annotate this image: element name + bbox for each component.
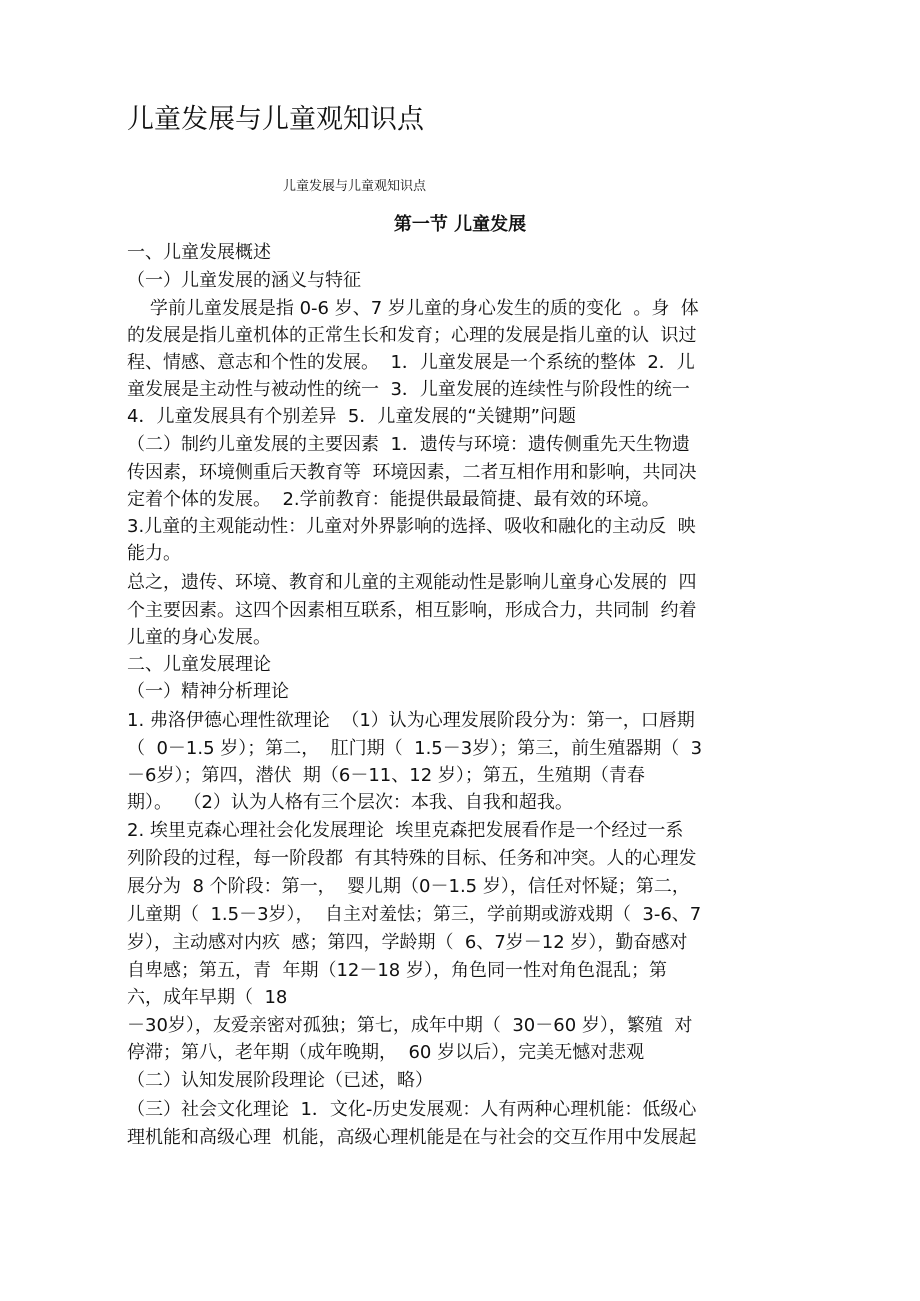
body-line: －6岁）；第四，潜伏 期（6－11、12 岁）；第五，生殖期（青春 <box>127 765 645 786</box>
document-subtitle: 儿童发展与儿童观知识点 <box>283 179 427 194</box>
body-line: （二）认知发展阶段理论（已述，略） <box>127 1070 433 1091</box>
body-line: 4．儿童发展具有个别差异 5．儿童发展的“关键期”问题 <box>127 406 576 427</box>
body-line: 二、儿童发展理论 <box>127 654 271 675</box>
body-line: 能力。 <box>127 543 181 564</box>
body-line: 自卑感；第五，青 年期（12－18 岁），角色同一性对角色混乱；第 <box>127 960 667 981</box>
body-line: 期）。 （2）认为人格有三个层次：本我、自我和超我。 <box>127 792 573 813</box>
body-line: 列阶段的过程，每一阶段都 有其特殊的目标、任务和冲突。人的心理发 <box>127 848 697 869</box>
body-line: 的发展是指儿童机体的正常生长和发育；心理的发展是指儿童的认 识过 <box>127 325 697 346</box>
body-line: 一、儿童发展概述 <box>127 242 271 263</box>
body-line: 展分为 8 个阶段：第一， 婴儿期（0－1.5 岁），信任对怀疑；第二， <box>127 876 690 897</box>
body-line: 学前儿童发展是指 0-6 岁、7 岁儿童的身心发生的质的变化 。身 体 <box>127 298 699 319</box>
body-line: 童发展是主动性与被动性的统一 3．儿童发展的连续性与阶段性的统一 <box>127 379 690 400</box>
document-title: 儿童发展与儿童观知识点 <box>127 104 424 135</box>
body-line: 定着个体的发展。 2.学前教育：能提供最最简捷、最有效的环境。 <box>127 489 660 510</box>
body-line: －30岁），友爱亲密对孤独；第七，成年中期（ 30－60 岁），繁殖 对 <box>127 1015 693 1036</box>
body-line: 传因素，环境侧重后天教育等 环境因素，二者互相作用和影响，共同决 <box>127 462 697 483</box>
body-line: 3.儿童的主观能动性：儿童对外界影响的选择、吸收和融化的主动反 映 <box>127 516 696 537</box>
body-line: 1. 弗洛伊德心理性欲理论 （1）认为心理发展阶段分为：第一，口唇期 <box>127 710 695 731</box>
body-line: 停滞；第八，老年期（成年晚期， 60 岁以后），完美无憾对悲观 <box>127 1042 645 1063</box>
body-line: 儿童的身心发展。 <box>127 627 271 648</box>
body-line: （二）制约儿童发展的主要因素 1．遗传与环境：遗传侧重先天生物遗 <box>127 434 690 455</box>
body-line: （三）社会文化理论 1．文化-历史发展观：人有两种心理机能：低级心 <box>127 1099 697 1120</box>
body-line: 岁），主动感对内疚 感；第四，学龄期（ 6、7岁－12 岁），勤奋感对 <box>127 932 688 953</box>
body-line: 2. 埃里克森心理社会化发展理论 埃里克森把发展看作是一个经过一系 <box>127 820 684 841</box>
body-line: 总之，遗传、环境、教育和儿童的主观能动性是影响儿童身心发展的 四 <box>127 572 697 593</box>
body-line: 理机能和高级心理 机能，高级心理机能是在与社会的交互作用中发展起 <box>127 1127 697 1148</box>
body-line: 程、情感、意志和个性的发展。 1．儿童发展是一个系统的整体 2．儿 <box>127 352 695 373</box>
body-line: 儿童期（ 1.5－3岁）， 自主对羞怯；第三，学前期或游戏期（ 3-6、7 <box>127 904 702 925</box>
section-heading: 第一节 儿童发展 <box>393 214 527 235</box>
body-line: 个主要因素。这四个因素相互联系，相互影响，形成合力，共同制 约着 <box>127 600 697 621</box>
body-line: （一）儿童发展的涵义与特征 <box>127 270 361 291</box>
body-line: 六，成年早期（ 18 <box>127 987 288 1008</box>
body-line: （ 0－1.5 岁）；第二， 肛门期（ 1.5－3岁）；第三，前生殖器期（ 3 <box>127 738 703 759</box>
body-line: （一）精神分析理论 <box>127 681 289 702</box>
